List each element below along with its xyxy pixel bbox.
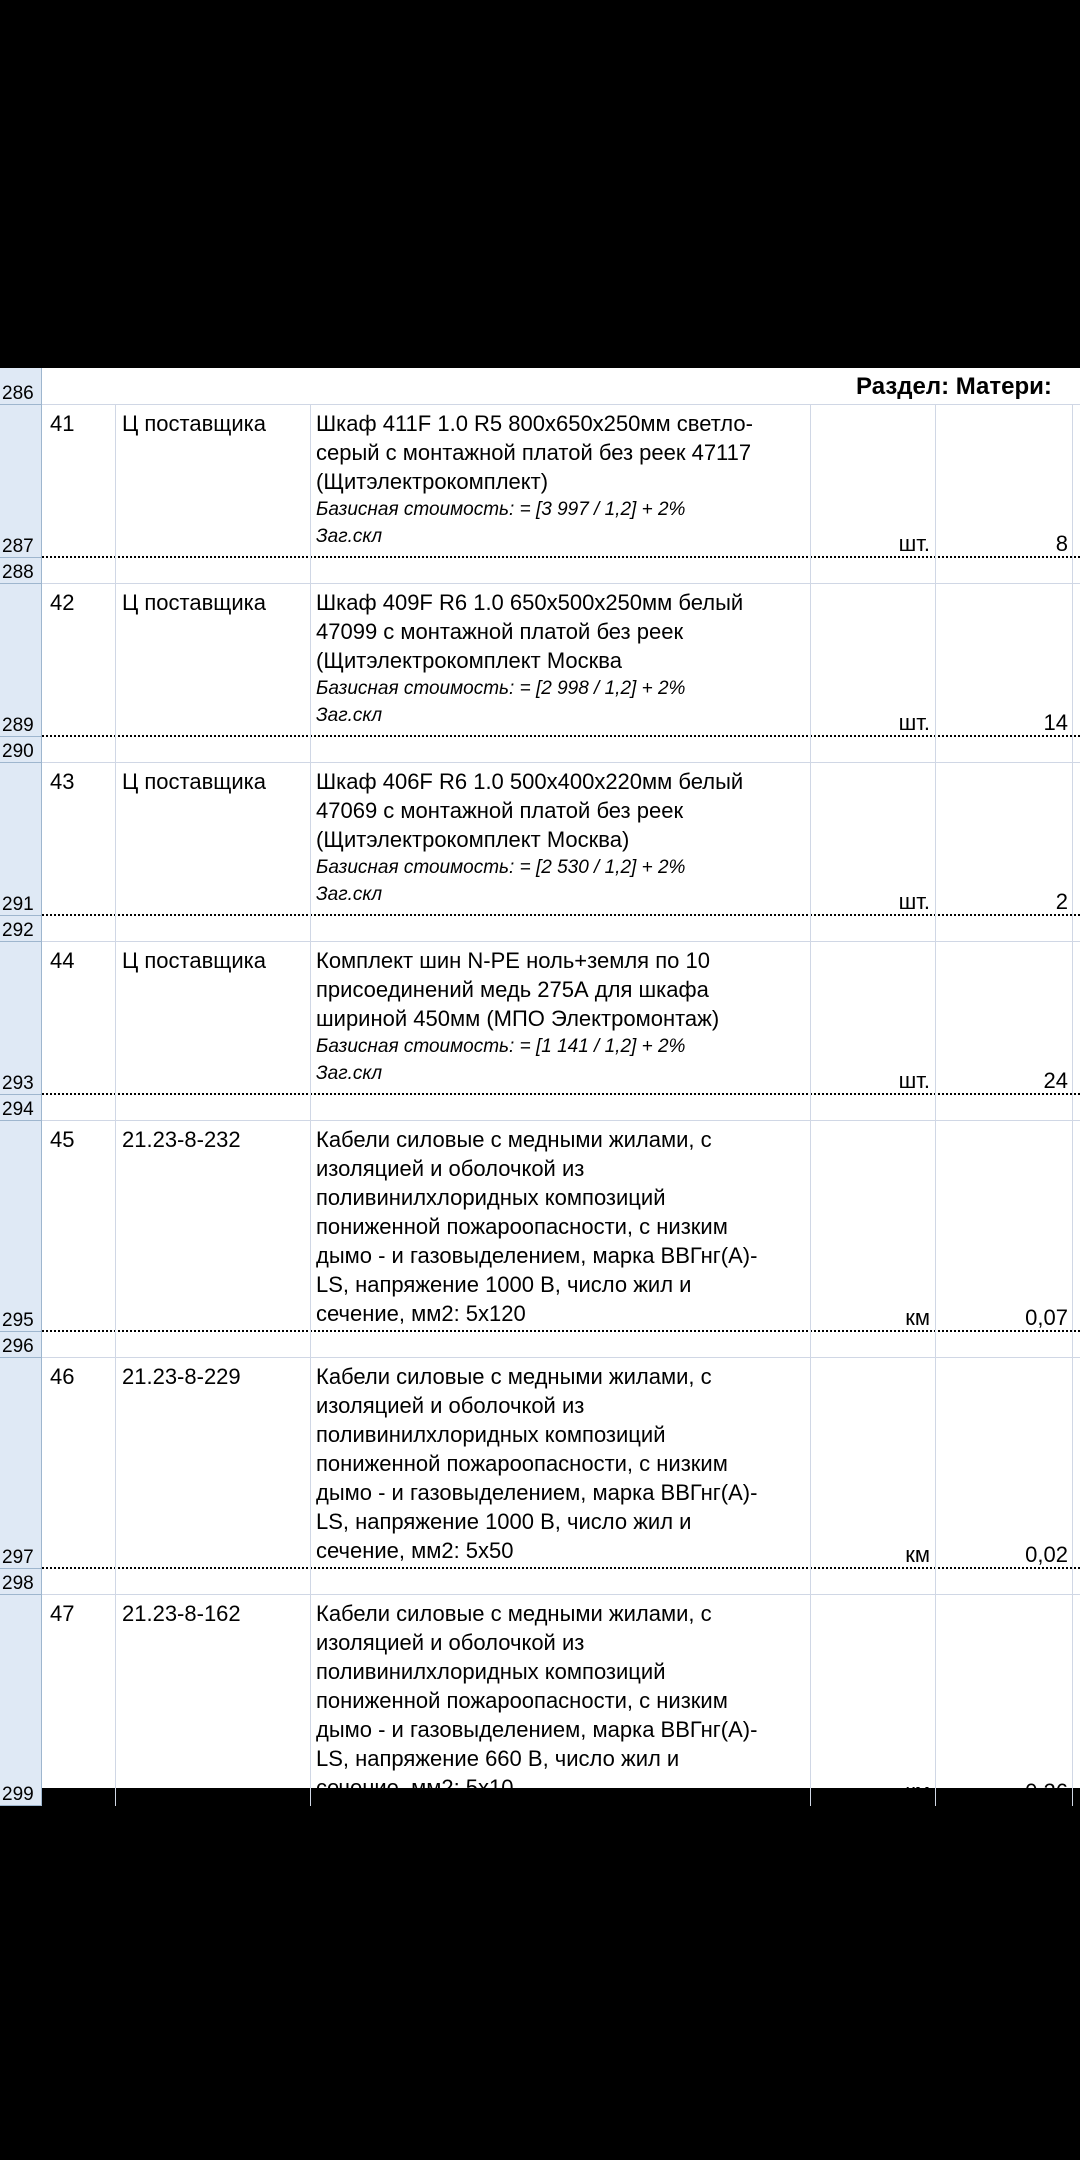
column-gridline [935, 584, 936, 737]
description-line: сечение, мм2: 5х50 [316, 1538, 514, 1563]
separator-row[interactable] [0, 737, 1080, 763]
warehouse-label: Заг.скл [316, 1063, 383, 1084]
description-line: (Щитэлектрокомплект Москва [316, 648, 622, 673]
description-line: LS, напряжение 1000 В, число жил и [316, 1509, 692, 1534]
item-number[interactable]: 47 [50, 1601, 75, 1626]
column-gridline [810, 558, 811, 584]
column-gridline [310, 558, 311, 584]
column-gridline [115, 1569, 116, 1595]
table-row[interactable] [0, 405, 1080, 558]
description-line: поливинилхлоридных композиций [316, 1422, 666, 1447]
separator-row[interactable] [0, 558, 1080, 584]
base-cost-formula: Базисная стоимость: = [3 997 / 1,2] + 2% [316, 499, 686, 520]
column-gridline [935, 1121, 936, 1332]
quantity[interactable]: 24 [1043, 1068, 1068, 1093]
column-gridline [1072, 942, 1073, 1095]
section-row[interactable] [0, 368, 1080, 405]
quantity[interactable]: 0,26 [1025, 1779, 1068, 1804]
base-cost-formula: Базисная стоимость: = [2 998 / 1,2] + 2% [316, 678, 686, 699]
description-line: Шкаф 406F R6 1.0 500х400х220мм белый [316, 769, 744, 794]
row-number: 295 [2, 1310, 34, 1331]
row-number: 289 [2, 715, 34, 736]
column-gridline [935, 942, 936, 1095]
description-line: серый с монтажной платой без реек 47117 [316, 440, 752, 465]
item-description[interactable] [316, 1599, 816, 1802]
column-gridline [810, 1332, 811, 1358]
column-gridline [935, 737, 936, 763]
column-gridline [935, 1569, 936, 1595]
column-gridline [115, 584, 116, 737]
column-gridline [310, 1332, 311, 1358]
item-number[interactable]: 46 [50, 1364, 75, 1389]
description-line: сечение, мм2: 5х10 [316, 1775, 514, 1800]
warehouse-label: Заг.скл [316, 884, 383, 905]
column-gridline [810, 916, 811, 942]
description-line: 47099 с монтажной платой без реек [316, 619, 684, 644]
row-header[interactable] [0, 1121, 42, 1332]
column-gridline [310, 1595, 311, 1806]
table-row[interactable] [0, 584, 1080, 737]
row-header[interactable] [0, 942, 42, 1095]
unit[interactable]: км [905, 1305, 930, 1330]
item-number[interactable]: 44 [50, 948, 75, 973]
column-gridline [115, 405, 116, 558]
column-gridline [935, 405, 936, 558]
item-description[interactable] [316, 409, 816, 550]
column-gridline [115, 1095, 116, 1121]
column-gridline [810, 737, 811, 763]
description-line: пониженной пожароопасности, с низким [316, 1688, 728, 1713]
row-header[interactable] [0, 763, 42, 916]
column-gridline [310, 405, 311, 558]
row-number: 298 [2, 1573, 34, 1594]
description-line: изоляцией и оболочкой из [316, 1630, 585, 1655]
column-gridline [115, 942, 116, 1095]
column-gridline [1072, 1121, 1073, 1332]
row-header[interactable] [0, 584, 42, 737]
row-number: 288 [2, 562, 34, 583]
row-number: 290 [2, 741, 34, 762]
table-row[interactable] [0, 1358, 1080, 1569]
column-gridline [1072, 737, 1073, 763]
unit[interactable]: шт. [898, 710, 930, 735]
row-header[interactable] [0, 368, 42, 405]
description-line: Кабели силовые с медными жилами, с [316, 1364, 712, 1389]
row-header-separator [0, 1805, 42, 1806]
row-header[interactable] [0, 1358, 42, 1569]
quantity[interactable]: 8 [1055, 531, 1068, 556]
column-gridline [1072, 1569, 1073, 1595]
description-line: (Щитэлектрокомплект Москва) [316, 827, 630, 852]
column-gridline [115, 1358, 116, 1569]
description-line: шириной 450мм (МПО Электромонтаж) [316, 1006, 720, 1031]
item-code[interactable]: 21.23-8-229 [122, 1364, 241, 1389]
column-gridline [1072, 916, 1073, 942]
item-code[interactable]: 21.23-8-232 [122, 1127, 241, 1152]
item-number[interactable]: 42 [50, 590, 75, 615]
column-gridline [935, 1095, 936, 1121]
row-number: 297 [2, 1547, 34, 1568]
warehouse-label: Заг.скл [316, 705, 383, 726]
description-line: 47069 с монтажной платой без реек [316, 798, 684, 823]
description-line: дымо - и газовыделением, марка ВВГнг(А)- [316, 1717, 758, 1742]
quantity[interactable]: 2 [1055, 889, 1068, 914]
row-number: 296 [2, 1336, 34, 1357]
table-row[interactable] [0, 942, 1080, 1095]
item-number[interactable]: 43 [50, 769, 75, 794]
column-gridline [1072, 1358, 1073, 1569]
separator-row[interactable] [0, 1332, 1080, 1358]
row-header[interactable] [0, 1095, 42, 1121]
column-gridline [310, 1095, 311, 1121]
column-gridline [1072, 405, 1073, 558]
description-line: поливинилхлоридных композиций [316, 1659, 666, 1684]
description-line: присоединений медь 275А для шкафа [316, 977, 709, 1002]
description-line: поливинилхлоридных композиций [316, 1185, 666, 1210]
column-gridline [310, 1121, 311, 1332]
column-gridline [115, 763, 116, 916]
row-number: 291 [2, 894, 34, 915]
row-header[interactable] [0, 405, 42, 558]
column-gridline [310, 1569, 311, 1595]
description-line: дымо - и газовыделением, марка ВВГнг(А)- [316, 1243, 758, 1268]
item-code[interactable]: 21.23-8-162 [122, 1601, 241, 1626]
description-line: Кабели силовые с медными жилами, с [316, 1127, 712, 1152]
item-description[interactable] [316, 588, 816, 729]
column-gridline [310, 942, 311, 1095]
column-gridline [810, 1095, 811, 1121]
description-line: (Щитэлектрокомплект) [316, 469, 549, 494]
item-code[interactable]: Ц поставщика [122, 948, 267, 973]
column-gridline [115, 1332, 116, 1358]
description-line: Шкаф 411F 1.0 R5 800х650х250мм светло- [316, 411, 753, 436]
column-gridline [115, 916, 116, 942]
description-line: пониженной пожароопасности, с низким [316, 1214, 728, 1239]
column-gridline [310, 584, 311, 737]
column-gridline [115, 558, 116, 584]
description-line: изоляцией и оболочкой из [316, 1156, 585, 1181]
description-line: LS, напряжение 660 В, число жил и [316, 1746, 680, 1771]
warehouse-label: Заг.скл [316, 526, 383, 547]
column-gridline [310, 1358, 311, 1569]
item-number[interactable]: 41 [50, 411, 75, 436]
row-number: 287 [2, 536, 34, 557]
description-line: сечение, мм2: 5х120 [316, 1301, 526, 1326]
column-gridline [115, 1595, 116, 1806]
row-header[interactable] [0, 1332, 42, 1358]
description-line: дымо - и газовыделением, марка ВВГнг(А)- [316, 1480, 758, 1505]
item-description[interactable] [316, 767, 816, 908]
column-gridline [1072, 558, 1073, 584]
item-description[interactable] [316, 946, 816, 1087]
separator-row[interactable] [0, 1569, 1080, 1595]
column-gridline [115, 1121, 116, 1332]
row-header[interactable] [0, 558, 42, 584]
column-gridline [935, 558, 936, 584]
unit[interactable]: шт. [898, 889, 930, 914]
row-header[interactable] [0, 1595, 42, 1806]
unit[interactable]: км [905, 1779, 930, 1804]
item-code[interactable]: Ц поставщика [122, 590, 267, 615]
row-number: 294 [2, 1099, 34, 1120]
column-gridline [310, 763, 311, 916]
item-description[interactable] [316, 1362, 816, 1565]
item-code[interactable]: Ц поставщика [122, 769, 267, 794]
column-gridline [1072, 763, 1073, 916]
column-gridline [1072, 1595, 1073, 1806]
base-cost-formula: Базисная стоимость: = [2 530 / 1,2] + 2% [316, 857, 686, 878]
row-header[interactable] [0, 916, 42, 942]
row-header[interactable] [0, 1569, 42, 1595]
row-number: 286 [2, 383, 34, 404]
quantity[interactable]: 0,07 [1025, 1305, 1068, 1330]
table-row[interactable] [0, 763, 1080, 916]
column-gridline [1072, 584, 1073, 737]
column-gridline [935, 1332, 936, 1358]
column-gridline [1072, 1095, 1073, 1121]
quantity[interactable]: 14 [1043, 710, 1068, 735]
unit[interactable]: км [905, 1542, 930, 1567]
column-gridline [935, 763, 936, 916]
description-line: Кабели силовые с медными жилами, с [316, 1601, 712, 1626]
item-number[interactable]: 45 [50, 1127, 75, 1152]
description-line: Шкаф 409F R6 1.0 650х500х250мм белый [316, 590, 744, 615]
description-line: пониженной пожароопасности, с низким [316, 1451, 728, 1476]
unit[interactable]: шт. [898, 1068, 930, 1093]
description-line: LS, напряжение 1000 В, число жил и [316, 1272, 692, 1297]
column-gridline [310, 916, 311, 942]
unit[interactable]: шт. [898, 531, 930, 556]
column-gridline [810, 1569, 811, 1595]
column-gridline [1072, 1332, 1073, 1358]
section-title[interactable]: Раздел: Матери: [856, 373, 1052, 400]
separator-row[interactable] [0, 1095, 1080, 1121]
table-row[interactable] [0, 1121, 1080, 1332]
row-number: 293 [2, 1073, 34, 1094]
row-header[interactable] [0, 737, 42, 763]
row-number: 292 [2, 920, 34, 941]
column-gridline [115, 737, 116, 763]
description-line: Комплект шин N-PE ноль+земля по 10 [316, 948, 710, 973]
column-gridline [935, 916, 936, 942]
table-row[interactable] [0, 1595, 1080, 1806]
separator-row[interactable] [0, 916, 1080, 942]
item-code[interactable]: Ц поставщика [122, 411, 267, 436]
column-gridline [935, 1595, 936, 1806]
description-line: изоляцией и оболочкой из [316, 1393, 585, 1418]
column-gridline [310, 737, 311, 763]
base-cost-formula: Базисная стоимость: = [1 141 / 1,2] + 2% [316, 1036, 686, 1057]
column-gridline [935, 1358, 936, 1569]
row-number: 299 [2, 1784, 34, 1805]
item-description[interactable] [316, 1125, 816, 1328]
quantity[interactable]: 0,02 [1025, 1542, 1068, 1567]
spreadsheet[interactable] [0, 368, 1080, 1805]
